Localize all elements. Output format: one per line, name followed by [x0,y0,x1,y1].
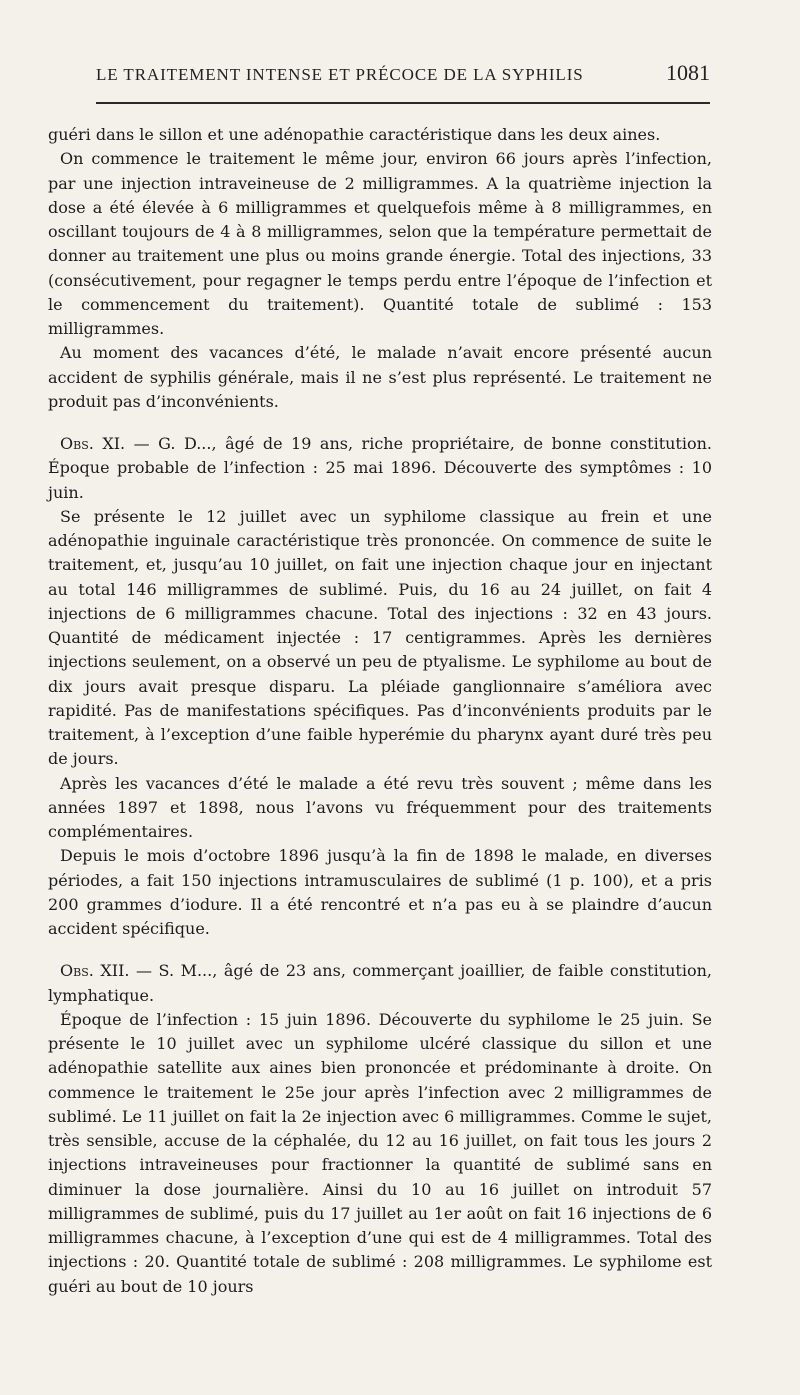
paragraph: Depuis le mois d’octobre 1896 jusqu’à la fin de 1898 le malade, en diverses périodes, a fait 150 injections intramusculaires de sublimé (1 p. 100), et a pris 200 grammes d’iodure. Il a été rencontré et n’a pas eu à se plaindre d’aucun accident spécifique. [48,846,712,938]
observation-label: Obs. XI. [60,434,126,453]
page-number: 1081 [666,60,710,85]
paragraph: Se présente le 12 juillet avec un syphilome classique au frein et une adénopathie inguinale caractéristique très prononcée. On commence de suite le traitement, et, jusqu’au 10 juillet, on fait une injection chaque jour en injectant au total 146 milligrammes de sublimé. Puis, du 16 au 24 juillet, on fait 4 injections de 6 milligrammes chacune. Total des injections : 32 en 43 jours. Quantité de médicament injectée : 17 centigrammes. Après les dernières injections seulement, on a observé un peu de ptyalisme. Le syphilome au bout de dix jours avait presque disparu. La pléiade ganglionnaire s’améliora avec rapidité. Pas de manifestations spécifiques. Pas d’inconvénients produits par le traitement, à l’exception d’une faible hyperémie du pharynx ayant duré très peu de jours. [48,506,712,769]
paragraph: Au moment des vacances d’été, le malade n’avait encore présenté aucun accident de syphilis générale, mais il ne s’est plus représenté. Le traitement ne produit pas d’inconvénients. [48,343,712,411]
paragraph: guéri dans le sillon et une adénopathie caractéristique dans les deux aines. [48,125,661,144]
observation-intro: — S. M..., âgé de 23 ans, commerçant joaillier, de faible constitution, lymphatique. [48,961,713,1005]
observation-label: Obs. XII. [60,961,130,981]
paragraph: Après les vacances d’été le malade a été revu très souvent ; même dans les années 1897 et 1898, nous l’avons vu fréquemment pour des traitements complémentaires. [48,773,712,841]
body-text [48,123,712,1299]
page-header [96,60,710,94]
observation-intro: — G. D..., âgé de 19 ans, riche propriétaire, de bonne constitution. Époque probable de l’infection : 25 mai 1896. Découverte des symptômes : 10 juin. [48,434,712,502]
observation-xii-heading [48,959,712,1008]
observation-xi-heading [48,432,712,505]
paragraph: Époque de l’infection : 15 juin 1896. Découverte du syphilome le 25 juin. Se présente le 10 juillet avec un syphilome ulcéré classique du sillon et une adénopathie satellite aux aines bien prononcée et prédominante à droite. On commence le traitement le 25e jour après l’infection avec 2 milligrammes de sublimé. Le 11 juillet on fait la 2e injection avec 6 milligrammes. Comme le sujet, très sensible, accuse de la céphalée, du 12 au 16 juillet, on fait tous les jours 2 injections intraveineuses pour fractionner la quantité de sublimé sans en diminuer la dose journalière. Ainsi du 10 au 16 juillet on introduit 57 milligrammes de sublimé, puis du 17 juillet au 1er août on fait 16 injections de 6 milligrammes chacune, à l’exception d’une qui est de 4 milligrammes. Total des injections : 20. Quantité totale de sublimé : 208 milligrammes. Le syphilome est guéri au bout de 10 jours [48,1009,712,1296]
running-title: LE TRAITEMENT INTENSE ET PRÉCOCE DE LA SYPHILIS [96,65,584,84]
header-rule [96,102,710,104]
paragraph: On commence le traitement le même jour, environ 66 jours après l’infection, par une injection intraveineuse de 2 milligrammes. A la quatrième injection la dose a été élevée à 6 milligrammes et quelquefois même à 8 milligrammes, en oscillant toujours de 4 à 8 milligrammes, selon que la température permettait de donner au traitement une plus ou moins grande énergie. Total des injections, 33 (consécutivement, pour regagner le temps perdu entre l’époque de l’infection et le commencement du traitement). Quantité totale de sublimé : 153 milligrammes. [48,149,712,338]
